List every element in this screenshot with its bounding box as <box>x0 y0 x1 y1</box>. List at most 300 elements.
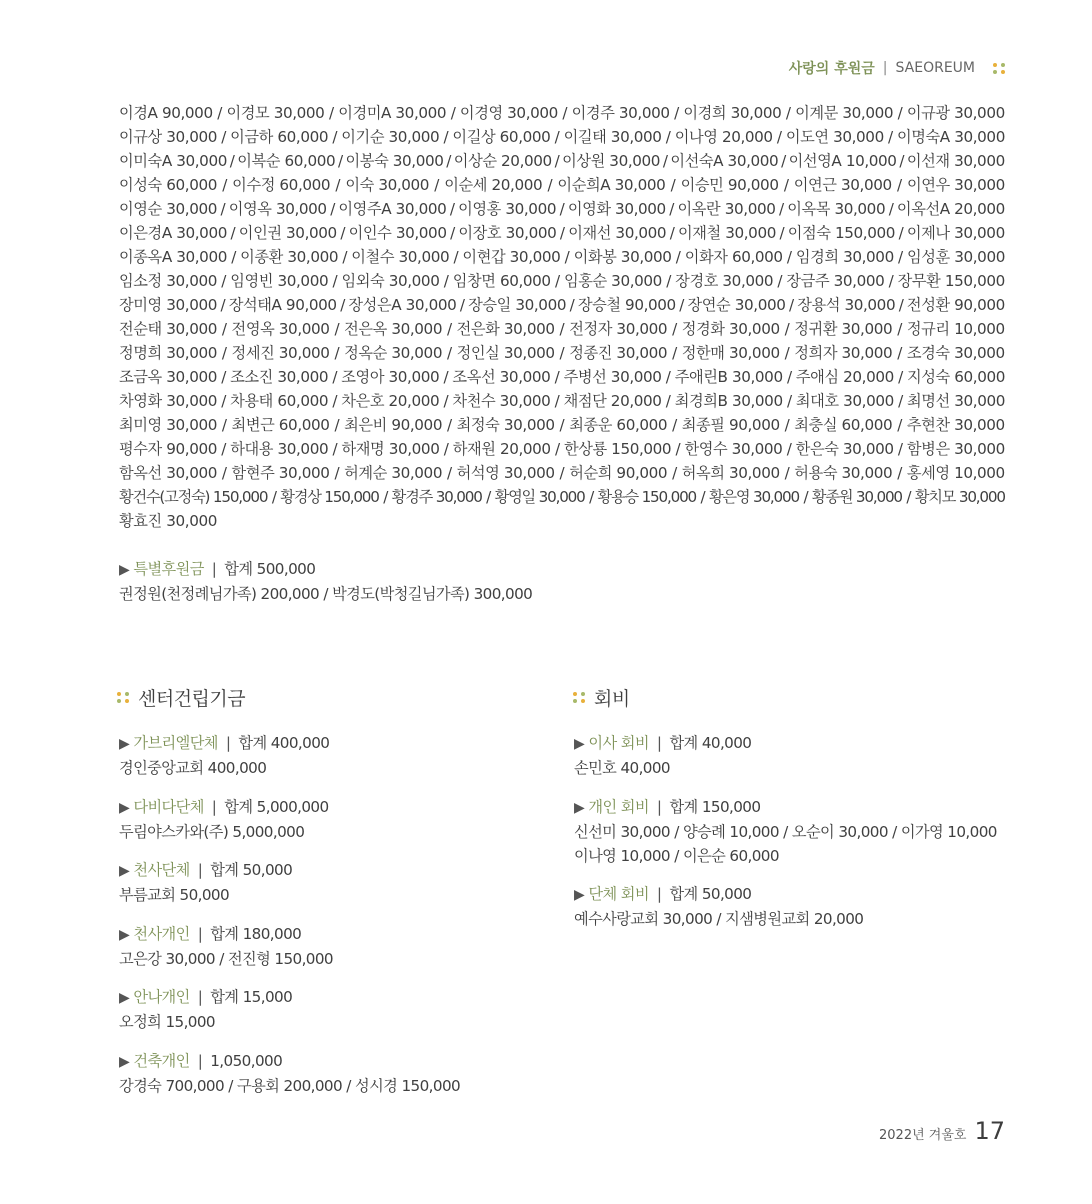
donor-entry: 이순세 20,000 <box>444 176 543 194</box>
item-header: ▶ 안나개인 | 합계 15,000 <box>119 988 293 1006</box>
entry-separator: / <box>672 344 677 362</box>
entry-separator: / <box>229 152 235 170</box>
donor-line: 권정원(천정례님가족) 200,000 / 박경도(박청길님가족) 300,000 <box>119 585 533 603</box>
donor-entry: 이옥목 30,000 <box>787 200 886 218</box>
entry-separator: / <box>434 176 440 194</box>
entry-separator: / <box>330 200 335 218</box>
donor-entry: 허용숙 30,000 <box>794 464 893 482</box>
donor-line <box>119 461 1005 485</box>
entry-separator: / <box>554 152 560 170</box>
entry-separator: / <box>554 272 560 290</box>
donor-entry: 이철수 30,000 <box>351 248 450 266</box>
dots-ornament-icon <box>573 692 586 703</box>
entry-separator: / <box>328 104 334 122</box>
heading-text: 센터건립기금 <box>138 688 246 710</box>
page-number: 17 <box>974 1117 1005 1145</box>
donor-line <box>119 485 1005 509</box>
donor-entry: 주애린B 30,000 <box>674 368 783 386</box>
entry-separator: / <box>672 320 677 338</box>
entry-separator: / <box>231 248 236 266</box>
heading-text: 회비 <box>594 688 630 710</box>
donor-entry: 이복순 60,000 <box>237 152 336 170</box>
play-arrow-icon: ▶ <box>119 863 130 879</box>
donor-line: 두림야스카와(주) 5,000,000 <box>119 822 305 841</box>
donor-entry: 조소진 30,000 <box>230 368 329 386</box>
entry-separator: / <box>554 368 560 386</box>
category-label: 건축개인 <box>133 1051 190 1070</box>
membership-item <box>574 795 997 868</box>
donor-entry: 허옥희 30,000 <box>681 464 780 482</box>
donor-entry: 주애심 20,000 <box>795 368 894 386</box>
donor-entry: 임창면 60,000 <box>452 272 551 290</box>
donor-entry: 장연순 30,000 <box>687 296 786 314</box>
entry-separator: / <box>335 176 341 194</box>
entry-separator: / <box>786 368 792 386</box>
brand-name: SAEOREUM <box>895 60 975 76</box>
donor-entry: 황용승 150,000 <box>597 488 696 506</box>
entry-separator: / <box>220 296 226 314</box>
entry-separator: / <box>665 392 671 410</box>
entry-separator: / <box>221 440 226 458</box>
donor-entry: 이경모 30,000 <box>226 104 325 122</box>
donor-entry: 이옥선A 20,000 <box>896 200 1005 218</box>
entry-separator: / <box>786 392 792 410</box>
play-arrow-icon: ▶ <box>119 562 130 578</box>
donor-entry: 이순희A 30,000 <box>557 176 666 194</box>
donor-line <box>119 101 1005 125</box>
entry-separator: / <box>450 224 455 242</box>
entry-separator: / <box>672 464 677 482</box>
entry-separator: / <box>221 368 226 386</box>
donor-entry: 황은영 30,000 <box>708 488 799 506</box>
donor-entry: 하대용 30,000 <box>230 440 329 458</box>
item-header: ▶ 개인 회비 | 합계 150,000 <box>574 797 761 816</box>
donor-entry: 이현갑 30,000 <box>462 248 561 266</box>
entry-separator: / <box>897 440 903 458</box>
donor-entry: 이옥란 30,000 <box>677 200 776 218</box>
donor-entry: 이연우 30,000 <box>906 176 1005 194</box>
donor-entry: 이화봉 30,000 <box>573 248 672 266</box>
donor-entry: 이도연 30,000 <box>785 128 884 146</box>
donor-entry: 채점단 20,000 <box>563 392 662 410</box>
category-label: 안나개인 <box>133 988 190 1006</box>
donor-entry: 이제나 30,000 <box>906 224 1005 242</box>
membership-item <box>574 882 863 931</box>
entry-separator: / <box>443 368 449 386</box>
donor-line <box>119 317 1005 341</box>
donor-entry: 황효진 30,000 <box>119 512 217 530</box>
special-donation-header: ▶ 특별후원금 | 합계 500,000 <box>119 560 316 578</box>
entry-separator: / <box>675 440 681 458</box>
donor-line <box>119 413 1005 437</box>
entry-separator: / <box>221 320 227 338</box>
entry-separator: / <box>898 224 904 242</box>
entry-separator: / <box>665 128 671 146</box>
donor-entry: 장석태A 90,000 <box>228 296 337 314</box>
donor-entry: 이경주 30,000 <box>571 104 670 122</box>
category-label: 천사개인 <box>133 924 190 943</box>
entry-separator: / <box>803 488 808 506</box>
donor-entry: 최경희B 30,000 <box>674 392 783 410</box>
entry-separator: / <box>786 248 792 266</box>
donor-line <box>119 365 1005 389</box>
donor-entry: 정희자 30,000 <box>794 344 893 362</box>
item-header: ▶ 단체 회비 | 합계 50,000 <box>574 885 752 903</box>
donor-line <box>119 173 1005 197</box>
building-fund-item <box>119 858 292 907</box>
donor-entry: 이점숙 150,000 <box>787 224 896 242</box>
donor-entry: 이장호 30,000 <box>458 224 557 242</box>
entry-separator: / <box>334 416 340 434</box>
donor-line: 이나영 10,000 / 이은순 60,000 <box>574 846 779 865</box>
play-arrow-icon: ▶ <box>119 926 130 943</box>
entry-separator: / <box>447 416 452 434</box>
donor-entry: 이성숙 60,000 <box>119 176 217 194</box>
entry-separator: / <box>569 296 575 314</box>
category-total: 1,050,000 <box>210 1051 283 1070</box>
entry-separator: / <box>559 464 565 482</box>
donor-line: 예수사랑교회 30,000 / 지샘병원교회 20,000 <box>574 910 864 928</box>
building-fund-item <box>119 731 329 780</box>
donor-entry: 임소정 30,000 <box>119 272 217 290</box>
entry-separator: / <box>786 440 792 458</box>
entry-separator: / <box>783 176 789 194</box>
entry-separator: / <box>672 416 677 434</box>
entry-separator: / <box>332 392 338 410</box>
entry-separator: / <box>888 200 894 218</box>
donor-entry: 황경상 150,000 <box>280 488 379 506</box>
donor-entry: 이상순 20,000 <box>453 152 552 170</box>
donor-entry: 정경화 30,000 <box>681 320 780 338</box>
entry-separator: / <box>450 104 456 122</box>
donor-entry: 이규광 30,000 <box>906 104 1005 122</box>
entry-separator: / <box>221 272 226 290</box>
donor-entry: 전성환 90,000 <box>906 296 1005 314</box>
donor-entry: 장승철 90,000 <box>577 296 676 314</box>
entry-separator: / <box>779 200 784 218</box>
entry-separator: / <box>670 176 676 194</box>
donor-entry: 이은경A 30,000 <box>119 224 227 242</box>
section-title: 사랑의 후원금 <box>788 61 875 77</box>
donor-entry: 이종옥A 30,000 <box>119 248 227 266</box>
entry-separator: / <box>221 464 227 482</box>
donor-entry: 이영순 30,000 <box>119 200 217 218</box>
donor-entry: 이승민 90,000 <box>680 176 779 194</box>
donor-entry: 전영옥 30,000 <box>231 320 330 338</box>
item-header: ▶ 건축개인 | 1,050,000 <box>119 1051 283 1070</box>
special-donation-block <box>119 557 532 606</box>
donor-entry: 조옥선 30,000 <box>452 368 551 386</box>
donor-entry: 정귀환 30,000 <box>794 320 893 338</box>
donor-entry: 하재원 20,000 <box>452 440 551 458</box>
donor-entry: 추현찬 30,000 <box>906 416 1005 434</box>
donor-entry: 한영수 30,000 <box>684 440 783 458</box>
donor-entry: 이종환 30,000 <box>240 248 339 266</box>
header-separator: | <box>882 60 888 76</box>
donor-entry: 이영화 30,000 <box>567 200 666 218</box>
donor-entry: 정한매 30,000 <box>681 344 780 362</box>
donor-entry: 임경희 30,000 <box>795 248 894 266</box>
donor-entry: 이나영 20,000 <box>674 128 773 146</box>
donor-entry: 이경미A 30,000 <box>338 104 447 122</box>
entry-separator: / <box>447 464 452 482</box>
donor-line <box>119 245 1005 269</box>
entry-separator: / <box>777 272 783 290</box>
play-arrow-icon: ▶ <box>574 736 585 752</box>
entry-separator: / <box>898 296 904 314</box>
entry-separator: / <box>906 488 911 506</box>
donor-entry: 이미숙A 30,000 <box>119 152 227 170</box>
donor-entry: 함병은 30,000 <box>906 440 1005 458</box>
entry-separator: / <box>669 200 675 218</box>
entry-separator: / <box>220 200 226 218</box>
donor-entry: 정명희 30,000 <box>119 344 217 362</box>
donor-entry: 최은비 90,000 <box>344 416 443 434</box>
entry-separator: / <box>271 488 276 506</box>
category-total: 합계 40,000 <box>669 734 752 752</box>
entry-separator: / <box>899 152 905 170</box>
donor-entry: 이길태 30,000 <box>563 128 662 146</box>
building-fund-item <box>119 922 333 971</box>
entry-separator: / <box>779 224 785 242</box>
donor-entry: 황종원 30,000 <box>811 488 902 506</box>
entry-separator: / <box>332 440 338 458</box>
donor-entry: 한은숙 30,000 <box>795 440 894 458</box>
entry-separator: / <box>342 248 348 266</box>
donor-line <box>119 341 1005 365</box>
entry-separator: / <box>446 152 452 170</box>
donor-entry: 최종필 90,000 <box>681 416 780 434</box>
donor-line: 강경숙 700,000 / 구용회 200,000 / 성시경 150,000 <box>119 1076 461 1095</box>
donor-entry: 이선숙A 30,000 <box>670 152 779 170</box>
donor-entry: 정옥순 30,000 <box>344 344 443 362</box>
donor-entry: 이영옥 30,000 <box>228 200 327 218</box>
category-total: 합계 50,000 <box>669 885 752 903</box>
building-fund-item <box>119 795 329 844</box>
dots-ornament-icon <box>993 63 1006 74</box>
entry-separator: / <box>340 224 346 242</box>
entry-separator: / <box>784 344 790 362</box>
entry-separator: / <box>785 104 791 122</box>
page-footer <box>879 1117 1005 1145</box>
donor-entry: 최미영 30,000 <box>119 416 217 434</box>
entry-separator: / <box>559 200 565 218</box>
entry-separator: / <box>898 248 903 266</box>
entry-separator: / <box>888 272 894 290</box>
entry-separator: / <box>221 392 226 410</box>
donor-entry: 장미영 30,000 <box>119 296 217 314</box>
entry-separator: / <box>486 488 491 506</box>
category-label: 가브리엘단체 <box>133 734 218 752</box>
donor-entry: 정인실 30,000 <box>456 344 555 362</box>
entry-separator: / <box>662 152 668 170</box>
entry-separator: / <box>334 320 340 338</box>
dots-ornament-icon <box>117 692 130 703</box>
donor-entry: 차천수 30,000 <box>452 392 551 410</box>
entry-separator: / <box>897 104 903 122</box>
entry-separator: / <box>589 488 594 506</box>
entry-separator: / <box>674 104 679 122</box>
donor-entry: 조경숙 30,000 <box>906 344 1005 362</box>
category-total: 합계 5,000,000 <box>224 797 329 816</box>
entry-separator: / <box>334 344 340 362</box>
donor-entry: 최정숙 30,000 <box>456 416 555 434</box>
entry-separator: / <box>447 320 452 338</box>
entry-separator: / <box>784 416 790 434</box>
donor-entry: 평수자 90,000 <box>119 440 217 458</box>
donor-entry: 이기순 30,000 <box>341 128 440 146</box>
donor-entry: 한상룡 150,000 <box>563 440 672 458</box>
donor-line <box>119 269 1005 293</box>
donor-line: 고은강 30,000 / 전진형 150,000 <box>119 949 334 968</box>
donor-entry: 이계문 30,000 <box>795 104 894 122</box>
donor-entry: 이길상 60,000 <box>452 128 551 146</box>
donor-entry: 차영화 30,000 <box>119 392 217 410</box>
entry-separator: / <box>789 296 794 314</box>
category-total: 합계 50,000 <box>210 861 293 879</box>
category-label: 천사단체 <box>133 861 190 879</box>
donor-entry: 지성숙 60,000 <box>907 368 1005 386</box>
donor-entry: 허석영 30,000 <box>456 464 555 482</box>
donor-entry: 전은화 30,000 <box>456 320 555 338</box>
entry-separator: / <box>666 272 671 290</box>
donor-entry: 전순태 30,000 <box>119 320 217 338</box>
category-total: 합계 15,000 <box>210 988 293 1006</box>
entry-separator: / <box>447 344 452 362</box>
entry-separator: / <box>897 344 902 362</box>
entry-separator: / <box>559 320 565 338</box>
entry-separator: / <box>554 128 560 146</box>
entry-separator: / <box>897 320 902 338</box>
entry-separator: / <box>896 176 902 194</box>
donor-entry: 장경호 30,000 <box>675 272 774 290</box>
entry-separator: / <box>332 128 338 146</box>
donor-entry: 장승일 30,000 <box>468 296 567 314</box>
donor-entry: 장금주 30,000 <box>786 272 885 290</box>
play-arrow-icon: ▶ <box>119 1053 130 1070</box>
building-fund-item <box>119 1049 460 1098</box>
donor-entry: 최명선 30,000 <box>907 392 1005 410</box>
entry-separator: / <box>230 224 236 242</box>
entry-separator: / <box>221 416 227 434</box>
donor-entry: 조영아 30,000 <box>341 368 440 386</box>
entry-separator: / <box>665 368 671 386</box>
donor-entry: 전은옥 30,000 <box>344 320 443 338</box>
donor-entry: 이숙 30,000 <box>345 176 430 194</box>
building-fund-heading <box>117 684 245 711</box>
category-total: 합계 500,000 <box>224 560 316 578</box>
play-arrow-icon: ▶ <box>574 799 585 816</box>
donor-entry: 이금하 60,000 <box>230 128 329 146</box>
donor-line <box>119 293 1005 317</box>
donor-entry: 임외숙 30,000 <box>341 272 440 290</box>
donor-line <box>119 197 1005 221</box>
donor-line: 손민호 40,000 <box>574 759 670 777</box>
donor-entry: 황경주 30,000 <box>391 488 482 506</box>
category-label: 이사 회비 <box>588 734 649 752</box>
category-total: 합계 150,000 <box>669 797 761 816</box>
item-header: ▶ 이사 회비 | 합계 40,000 <box>574 734 752 752</box>
donor-line <box>119 389 1005 413</box>
entry-separator: / <box>459 296 465 314</box>
entry-separator: / <box>784 464 790 482</box>
entry-separator: / <box>383 488 388 506</box>
donor-entry: 황건수(고정숙) 150,000 <box>119 488 268 506</box>
donor-line <box>119 125 1005 149</box>
donor-line: 신선미 30,000 / 양승례 10,000 / 오순이 30,000 / 이가영 10,000 <box>574 822 997 841</box>
donor-entry: 이수정 60,000 <box>232 176 331 194</box>
category-total: 합계 180,000 <box>210 924 302 943</box>
donor-entry: 최충실 60,000 <box>794 416 893 434</box>
entry-separator: / <box>453 248 459 266</box>
donor-entry: 최변근 60,000 <box>231 416 330 434</box>
donor-line: 부름교회 50,000 <box>119 886 230 904</box>
donor-entry: 함현주 30,000 <box>231 464 330 482</box>
entry-separator: / <box>559 224 565 242</box>
donor-entry: 이인수 30,000 <box>348 224 447 242</box>
donor-entry: 허계순 30,000 <box>344 464 443 482</box>
building-fund-item <box>119 985 292 1034</box>
play-arrow-icon: ▶ <box>574 887 585 903</box>
donor-entry: 황치모 30,000 <box>914 488 1005 506</box>
donor-entry: 이선재 30,000 <box>906 152 1005 170</box>
donor-entry: 황영일 30,000 <box>494 488 585 506</box>
entry-separator: / <box>547 176 553 194</box>
donor-line <box>119 437 1005 461</box>
donor-entry: 이연근 30,000 <box>793 176 892 194</box>
donor-entry: 이경A 90,000 <box>119 104 213 122</box>
category-total: 합계 400,000 <box>238 734 330 752</box>
item-header: ▶ 천사단체 | 합계 50,000 <box>119 861 293 879</box>
entry-separator: / <box>554 392 560 410</box>
donor-entry: 이영주A 30,000 <box>338 200 447 218</box>
donor-line <box>119 221 1005 245</box>
entry-separator: / <box>443 392 449 410</box>
donor-entry: 장용석 30,000 <box>797 296 896 314</box>
item-header: ▶ 가브리엘단체 | 합계 400,000 <box>119 734 330 752</box>
donor-entry: 이선영A 10,000 <box>788 152 897 170</box>
donor-entry: 이화자 60,000 <box>684 248 783 266</box>
donor-entry: 함옥선 30,000 <box>119 464 217 482</box>
donor-entry: 최종운 60,000 <box>569 416 668 434</box>
entry-separator: / <box>559 344 565 362</box>
donor-entry: 이경영 30,000 <box>459 104 558 122</box>
donor-entry: 임영빈 30,000 <box>230 272 329 290</box>
entry-separator: / <box>443 128 449 146</box>
membership-heading <box>573 684 630 711</box>
donor-entry: 이상원 30,000 <box>562 152 661 170</box>
entry-separator: / <box>221 344 227 362</box>
donor-entry: 이재선 30,000 <box>568 224 667 242</box>
entry-separator: / <box>700 488 705 506</box>
entry-separator: / <box>221 128 226 146</box>
donor-entry: 조금옥 30,000 <box>119 368 217 386</box>
donor-entry: 허순희 90,000 <box>569 464 668 482</box>
entry-separator: / <box>338 152 343 170</box>
entry-separator: / <box>332 368 338 386</box>
entry-separator: / <box>898 368 903 386</box>
donor-entry: 차은호 20,000 <box>341 392 440 410</box>
donor-entry: 장무환 150,000 <box>897 272 1005 290</box>
entry-separator: / <box>888 128 893 146</box>
page-header <box>789 58 1006 78</box>
donor-entry: 이인권 30,000 <box>238 224 337 242</box>
donor-entry: 이재철 30,000 <box>677 224 776 242</box>
donor-entry: 차용태 60,000 <box>230 392 329 410</box>
play-arrow-icon: ▶ <box>119 799 130 816</box>
donor-entry: 장성은A 30,000 <box>348 296 457 314</box>
entry-separator: / <box>562 104 568 122</box>
